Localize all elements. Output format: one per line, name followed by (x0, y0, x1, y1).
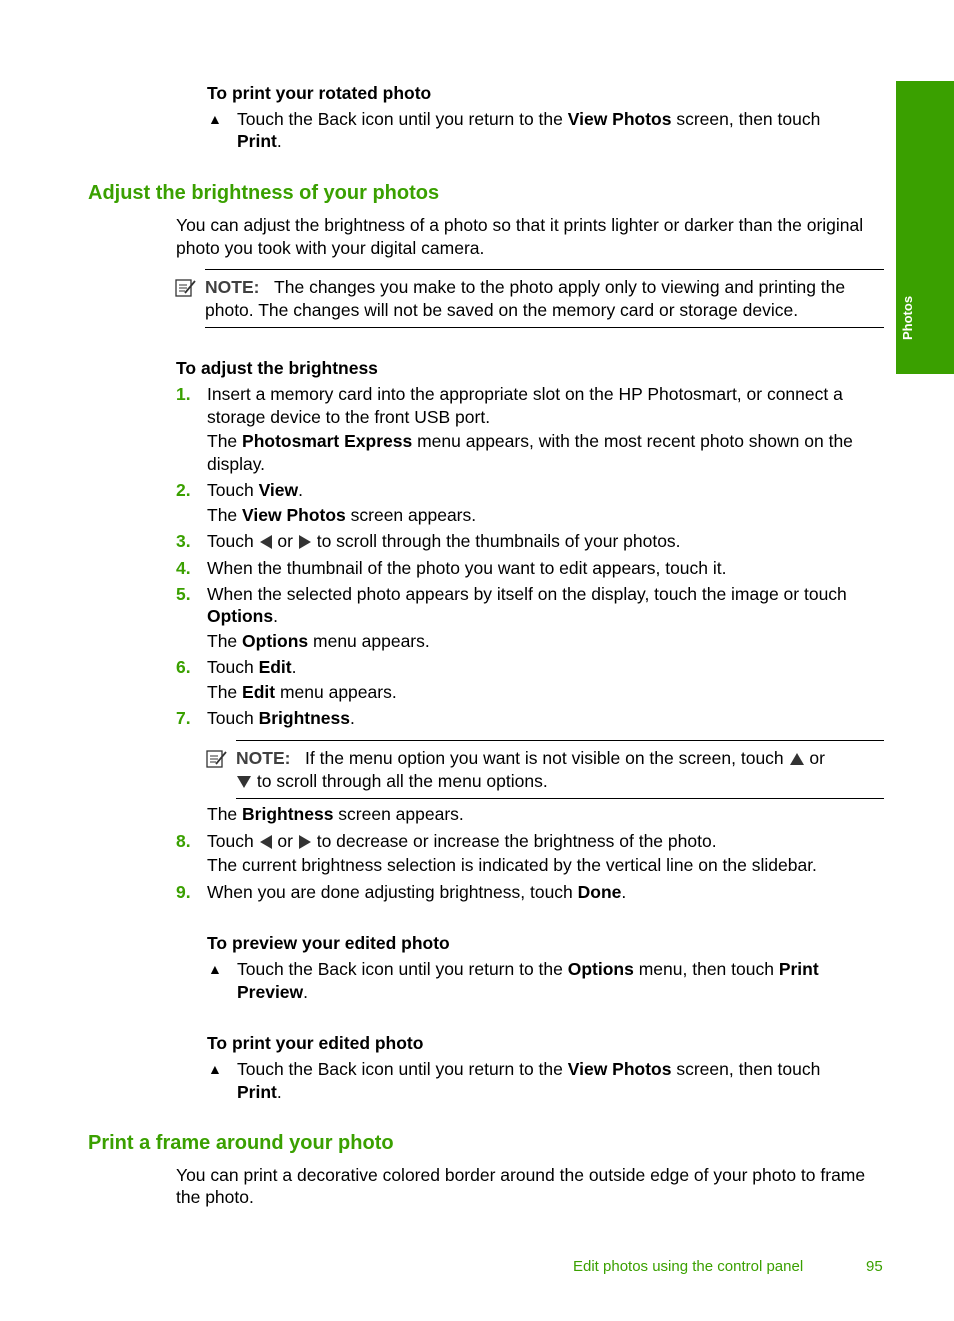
step-2-line-1: Touch View. (207, 480, 304, 500)
footer-chapter: Edit photos using the control panel (573, 1258, 804, 1275)
step-7-line-1: Touch Brightness. (207, 708, 355, 728)
arrow-up-icon (789, 752, 805, 766)
step-number-3: 3. (176, 531, 191, 551)
side-tab-label: Photos (900, 295, 915, 340)
bullet-triangle-icon: ▲ (208, 111, 222, 127)
step-number-6: 6. (176, 657, 191, 677)
step-3-line-1: Touch or to scroll through the thumbnails of your photos. (207, 531, 681, 551)
arrow-down-icon (236, 775, 252, 789)
step-5-line-3: The Options menu appears. (207, 631, 430, 651)
arrow-right-icon (298, 835, 312, 849)
step-5-line-2: Options. (207, 606, 278, 626)
rotated-line-1: Touch the Back icon until you return to the View Photos screen, then touch (237, 109, 821, 129)
arrow-left-icon (259, 535, 273, 549)
step-note-line-2: to scroll through all the menu options. (236, 770, 548, 792)
note-rule-top (205, 269, 884, 270)
rotated-line-2: Print. (237, 131, 282, 151)
arrow-left-icon (259, 835, 273, 849)
step-1-line-2: storage device to the front USB port. (207, 407, 491, 427)
step-8-line-1: Touch or to decrease or increase the brightness of the photo. (207, 831, 717, 851)
note-rule-bottom (205, 327, 884, 328)
step-note-line-1: NOTE: If the menu option you want is not visible on the screen, touch or (236, 748, 825, 768)
step-6-line-2: The Edit menu appears. (207, 682, 397, 702)
footer-page-number: 95 (866, 1258, 883, 1275)
edited-line-2: Print. (237, 1082, 282, 1102)
step-1-line-4: display. (207, 454, 266, 474)
step-1-line-3: The Photosmart Express menu appears, with the most recent photo shown on the (207, 431, 853, 451)
step-5-line-1: When the selected photo appears by itself on the display, touch the image or touch (207, 584, 847, 604)
bullet-triangle-icon: ▲ (208, 961, 222, 977)
note-line-2: photo. The changes will not be saved on the memory card or storage device. (205, 300, 799, 320)
step-number-9: 9. (176, 882, 191, 902)
frame-intro-1: You can print a decorative colored border around the outside edge of your photo to frame (176, 1165, 866, 1185)
step-1-line-1: Insert a memory card into the appropriate slot on the HP Photosmart, or connect a (207, 384, 843, 404)
step-number-1: 1. (176, 384, 191, 404)
step-2-line-2: The View Photos screen appears. (207, 505, 477, 525)
step-note-rule-bottom (236, 798, 884, 799)
edited-heading: To print your edited photo (207, 1033, 424, 1053)
section-title-brightness: Adjust the brightness of your photos (88, 182, 440, 204)
note-icon (175, 278, 197, 298)
step-note-rule-top (236, 740, 884, 741)
rotated-heading: To print your rotated photo (207, 83, 432, 103)
section-title-frame: Print a frame around your photo (88, 1132, 394, 1154)
step-6-line-1: Touch Edit. (207, 657, 297, 677)
step-number-8: 8. (176, 831, 191, 851)
preview-line-1: Touch the Back icon until you return to the Options menu, then touch Print (237, 959, 819, 979)
step-number-5: 5. (176, 584, 191, 604)
step-number-2: 2. (176, 480, 191, 500)
arrow-right-icon (298, 535, 312, 549)
brightness-intro-1: You can adjust the brightness of a photo so that it prints lighter or darker than the original (176, 215, 864, 235)
procedure-heading: To adjust the brightness (176, 358, 378, 378)
preview-line-2: Preview. (237, 982, 309, 1002)
step-number-7: 7. (176, 708, 191, 728)
bullet-triangle-icon: ▲ (208, 1061, 222, 1077)
step-9-line-1: When you are done adjusting brightness, touch Done. (207, 882, 627, 902)
step-4-line-1: When the thumbnail of the photo you want to edit appears, touch it. (207, 558, 727, 578)
note-line-1: NOTE: The changes you make to the photo apply only to viewing and printing the (205, 277, 846, 297)
note-icon (206, 749, 228, 769)
brightness-intro-2: photo you took with your digital camera. (176, 238, 485, 258)
frame-intro-2: the photo. (176, 1187, 254, 1207)
step-8-line-2: The current brightness selection is indicated by the vertical line on the slidebar. (207, 855, 817, 875)
step-number-4: 4. (176, 558, 191, 578)
edited-line-1: Touch the Back icon until you return to the View Photos screen, then touch (237, 1059, 821, 1079)
step-7-line-2: The Brightness screen appears. (207, 804, 464, 824)
preview-heading: To preview your edited photo (207, 933, 450, 953)
